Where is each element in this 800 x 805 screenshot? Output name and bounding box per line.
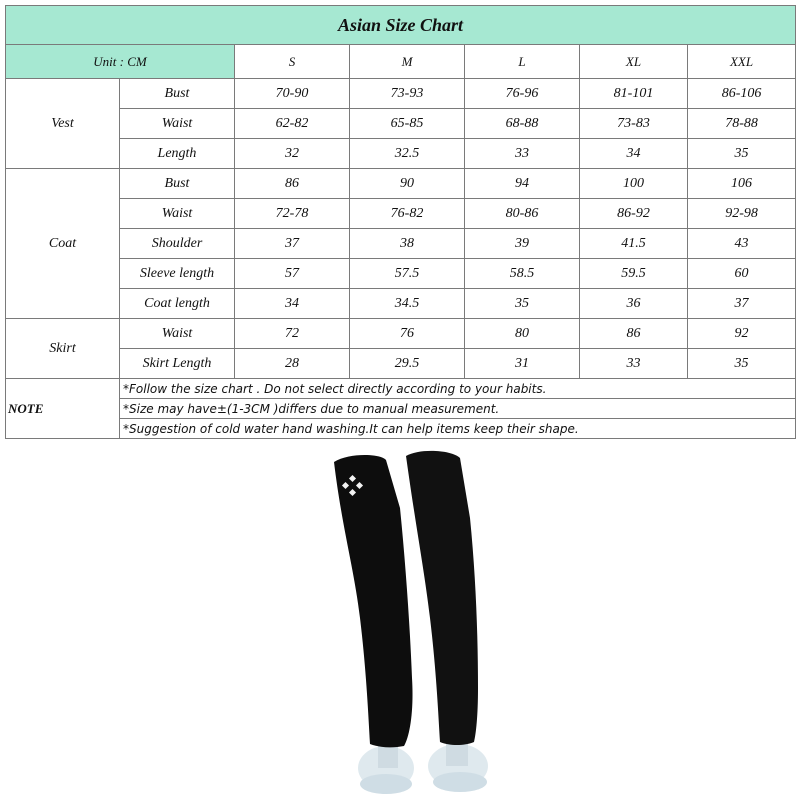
measure-label: Length: [120, 139, 235, 169]
unit-label: Unit : CM: [6, 45, 235, 79]
table-cell: 57.5: [350, 259, 465, 289]
table-cell: 100: [580, 169, 688, 199]
table-cell: 34: [580, 139, 688, 169]
table-cell: 76: [350, 319, 465, 349]
size-header: XL: [580, 45, 688, 79]
table-cell: 59.5: [580, 259, 688, 289]
size-header: M: [350, 45, 465, 79]
table-cell: 92-98: [688, 199, 796, 229]
measure-label: Coat length: [120, 289, 235, 319]
note-line: *Suggestion of cold water hand washing.It can help items keep their shape.: [120, 419, 796, 439]
table-cell: 36: [580, 289, 688, 319]
table-cell: 70-90: [235, 79, 350, 109]
size-chart-table: [5, 5, 796, 439]
table-cell: 86-106: [688, 79, 796, 109]
table-cell: 86: [235, 169, 350, 199]
table-cell: 73-83: [580, 109, 688, 139]
measure-label: Bust: [120, 169, 235, 199]
table-cell: 92: [688, 319, 796, 349]
table-cell: 72: [235, 319, 350, 349]
table-cell: 86: [580, 319, 688, 349]
size-header: XXL: [688, 45, 796, 79]
table-cell: 62-82: [235, 109, 350, 139]
leg-sleeve-right: [406, 451, 478, 745]
measure-label: Bust: [120, 79, 235, 109]
table-cell: 81-101: [580, 79, 688, 109]
table-cell: 80: [465, 319, 580, 349]
table-cell: 78-88: [688, 109, 796, 139]
section-label-skirt: Skirt: [6, 319, 120, 379]
table-cell: 106: [688, 169, 796, 199]
table-row: [6, 169, 796, 199]
table-cell: 35: [688, 139, 796, 169]
table-row: [6, 229, 796, 259]
table-cell: 28: [235, 349, 350, 379]
table-cell: 58.5: [465, 259, 580, 289]
table-cell: 41.5: [580, 229, 688, 259]
table-cell: 57: [235, 259, 350, 289]
table-cell: 76-82: [350, 199, 465, 229]
measure-label: Waist: [120, 319, 235, 349]
table-cell: 65-85: [350, 109, 465, 139]
table-row: [6, 139, 796, 169]
table-cell: 76-96: [465, 79, 580, 109]
note-line: *Size may have±(1-3CM )differs due to manual measurement.: [120, 399, 796, 419]
table-cell: 37: [688, 289, 796, 319]
measure-label: Waist: [120, 109, 235, 139]
table-cell: 35: [465, 289, 580, 319]
size-header: S: [235, 45, 350, 79]
table-cell: 86-92: [580, 199, 688, 229]
table-cell: 90: [350, 169, 465, 199]
table-cell: 94: [465, 169, 580, 199]
table-cell: 37: [235, 229, 350, 259]
table-cell: 68-88: [465, 109, 580, 139]
table-row: [6, 319, 796, 349]
table-row: [6, 259, 796, 289]
table-row: [6, 199, 796, 229]
product-photo: [320, 448, 500, 800]
table-row: [6, 79, 796, 109]
section-label-coat: Coat: [6, 169, 120, 319]
table-cell: 38: [350, 229, 465, 259]
table-cell: 32.5: [350, 139, 465, 169]
measure-label: Sleeve length: [120, 259, 235, 289]
table-cell: 43: [688, 229, 796, 259]
note-label: NOTE: [6, 379, 120, 439]
table-cell: 80-86: [465, 199, 580, 229]
table-row: [6, 109, 796, 139]
table-cell: 34.5: [350, 289, 465, 319]
table-cell: 31: [465, 349, 580, 379]
measure-label: Waist: [120, 199, 235, 229]
table-row: [6, 289, 796, 319]
table-cell: 73-93: [350, 79, 465, 109]
section-label-vest: Vest: [6, 79, 120, 169]
measure-label: Skirt Length: [120, 349, 235, 379]
leg-sleeve-left: [334, 455, 413, 747]
size-header: L: [465, 45, 580, 79]
leg-sleeves-illustration: [320, 448, 500, 800]
table-cell: 33: [465, 139, 580, 169]
chart-title: Asian Size Chart: [6, 6, 796, 45]
table-cell: 60: [688, 259, 796, 289]
note-line: *Follow the size chart . Do not select directly according to your habits.: [120, 379, 796, 399]
measure-label: Shoulder: [120, 229, 235, 259]
table-cell: 35: [688, 349, 796, 379]
table-cell: 32: [235, 139, 350, 169]
table-cell: 39: [465, 229, 580, 259]
table-cell: 34: [235, 289, 350, 319]
table-cell: 72-78: [235, 199, 350, 229]
table-cell: 29.5: [350, 349, 465, 379]
table-row: [6, 349, 796, 379]
table-cell: 33: [580, 349, 688, 379]
